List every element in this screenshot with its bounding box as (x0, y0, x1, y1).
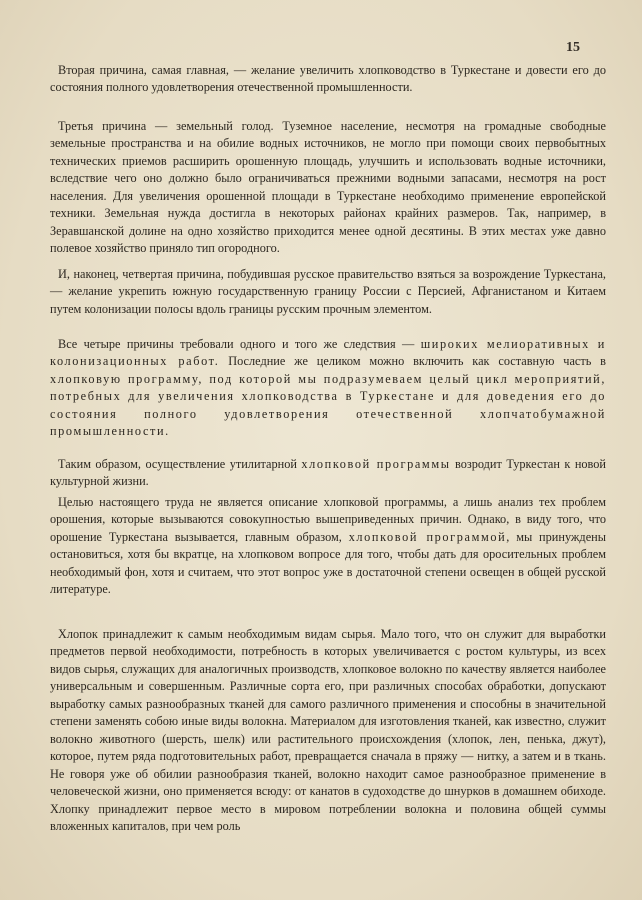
page-number: 15 (566, 40, 580, 55)
text-run: Целью настоящего труда не является описание хлопковой программы, а лишь анализ тех проблем орошения, которые вызываются совокупностью вышеприведенных причин. Однако, в виду того, что орошение Туркестана вызывается, главным образом, (50, 495, 606, 544)
paragraph-purpose (50, 494, 606, 599)
spaced-emphasis: широких мелиоративных и колонизационных работ. (50, 337, 606, 369)
text-run: возродит Туркестан к новой культурной жизни. (50, 457, 606, 489)
paragraph-text (50, 456, 606, 491)
paragraph-conclusion (50, 456, 606, 491)
paragraph-four-reasons (50, 336, 606, 441)
paragraph-text (50, 494, 606, 599)
spaced-emphasis: хлопковой программой (348, 529, 507, 544)
paragraph-second-reason (50, 62, 606, 97)
text-run: Последние же целиком можно включить как составную часть в (219, 354, 606, 369)
text-run: Таким образом, осуществление утилитарной (58, 457, 302, 471)
paragraph-text: Третья причина — земельный голод. Туземное население, несмотря на громадные свободные земельные пространства и на обилие водных источников, не могло при помощи своих первобытных технических приемов расширить орошенную площадь, улучшить и использовать водные источники, вследствие чего оно должно было ограничиваться прежними водными запасами, несмотря на рост населения. Для увеличения орошенной площади в Туркестане необходимо применение европейской техники. Земельная нужда достигла в некоторых районах крайних размеров. Так, например, в Зеравшанской долине на одно хозяйство приходится менее одной десятины. В этих местах уже давно полевое хозяйство приняло тип огородного. (50, 119, 606, 256)
paragraph-third-reason (50, 118, 606, 258)
paragraph-cotton (50, 626, 606, 835)
paragraph-text: Вторая причина, самая главная, — желание увеличить хлопководство в Туркестане и довести его до состояния полного удовлетворения отечественной промышленности. (50, 63, 606, 95)
paragraph-text: Хлопок принадлежит к самым необходимым видам сырья. Мало того, что он служит для выработки предметов первой необходимости, потребность в которых увеличивается с ростом культуры, из всех видов сырья, служащих для аналогичных производств, хлопковое волокно по качеству является наиболее универсальным и совершенным. Различные сорта его, при различных способах обработки, допускают выработку самых разнообразных тканей для самого различного применения и способны в значительной степени заменять собою иные виды волокна. Материалом для изготовления тканей, как известно, служит волокно животного (шерсть, шелк) или растительного происхождения (хлопок, лен, пенька, джут), которое, путем ряда подготовительных работ, превращается сначала в пряжу — нитку, а затем и в ткань. Не говоря уже об обилии разнообразия тканей, волокно находит самое разнообразное применение в человеческой жизни, оно применяется всюду: от канатов в судоходстве до шнурков в домашнем обиходе. Хлопку принадлежит первое место в мировом потреблении волокна и половина общей суммы вложенных капиталов, при чем роль (50, 627, 606, 833)
paragraph-text: И, наконец, четвертая причина, побудившая русское правительство взяться за возрождение Туркестана, — желание укрепить южную государственную границу России с Персией, Афганистаном и Китаем путем колонизации полосы вдоль границы русским прочным элементом. (50, 267, 606, 316)
paragraph-fourth-reason (50, 266, 606, 318)
text-run: Все четыре причины требовали одного и того же следствия — (58, 337, 421, 351)
spaced-emphasis: хлопковой программы (301, 457, 451, 471)
spaced-emphasis: хлопковую программу, под которой мы подразумеваем целый цикл мероприятий, потребных для увеличения хлопководства в Туркестане и для доведения его до состояния полного удовлетворения отечественной хлопчатобумажной промышленности. (50, 371, 606, 439)
text-run: , мы принуждены остановиться, хотя бы вкратце, на хлопковом вопросе для того, чтобы дать для оросительных проблем необходимый фон, хотя и считаем, что этот вопрос уже в достаточной степени освещен в общей русской литературе. (50, 529, 606, 597)
paragraph-text (50, 336, 606, 441)
